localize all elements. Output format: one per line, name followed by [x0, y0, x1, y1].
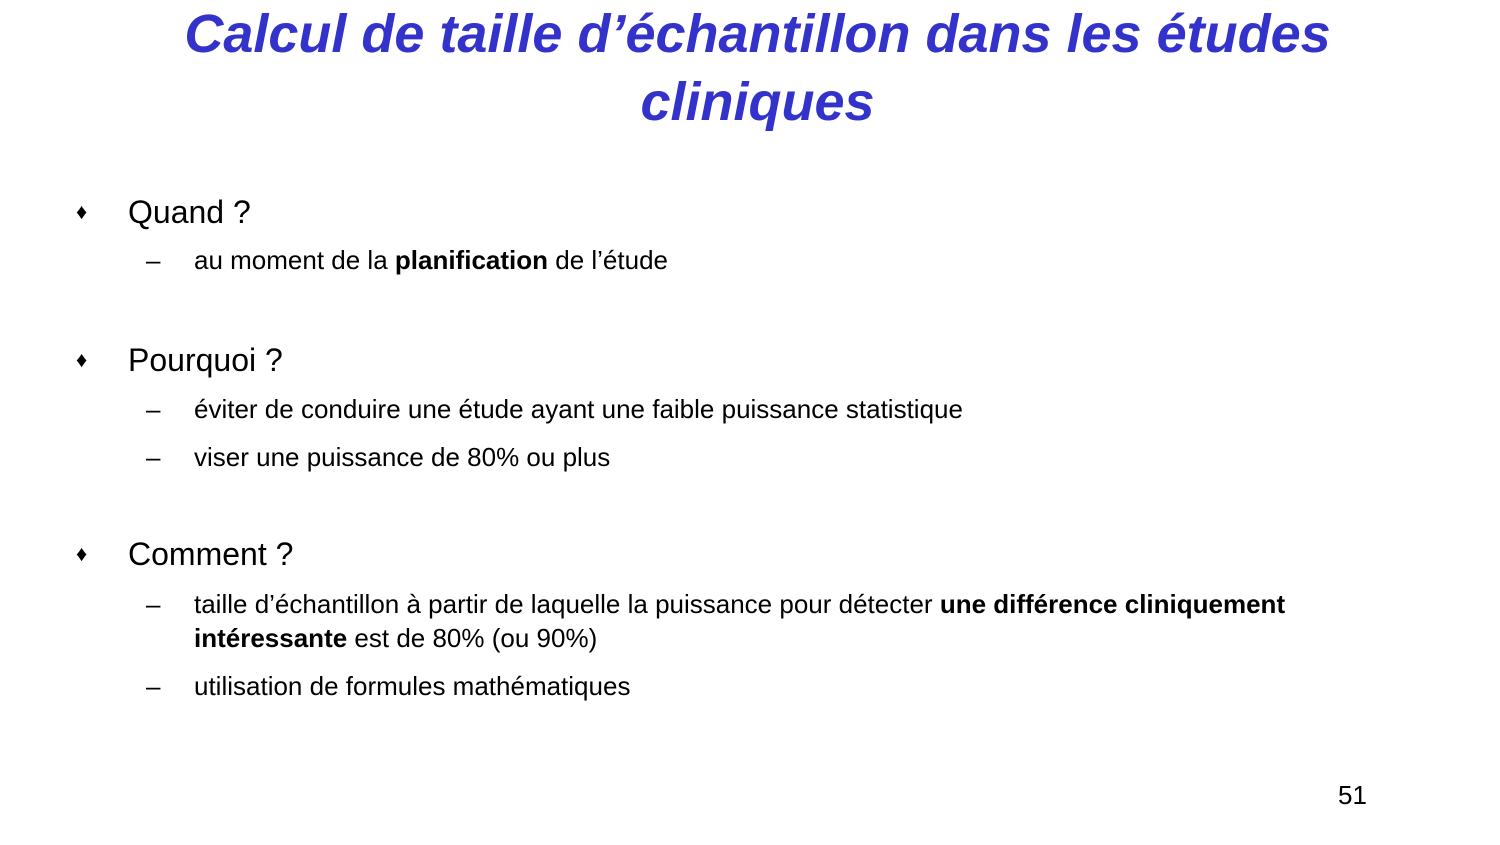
bullet-heading: Quand ?: [128, 194, 251, 230]
bullet-heading: Comment ?: [128, 536, 294, 572]
dash-bullet-icon: –: [146, 442, 161, 472]
sub-item-text: au moment de la planification de l’étude: [194, 245, 668, 275]
slide-title: Calcul de taille d’échantillon dans les études cliniques: [184, 4, 1331, 132]
diamond-bullet-icon: ♦: [76, 199, 88, 224]
bullet-heading: Pourquoi ?: [128, 342, 283, 378]
dash-bullet-icon: –: [146, 245, 161, 275]
sub-item-text: éviter de conduire une étude ayant une faible puissance statistique: [194, 394, 963, 424]
dash-bullet-icon: –: [146, 671, 161, 701]
sub-item-text: utilisation de formules mathématiques: [194, 671, 631, 701]
diamond-bullet-icon: ♦: [76, 541, 88, 566]
dash-bullet-icon: –: [146, 394, 161, 424]
page-number: 51: [1338, 780, 1367, 810]
diamond-bullet-icon: ♦: [76, 347, 88, 372]
sub-item-text: taille d’échantillon à partir de laquelle la puissance pour détecter une différence cliniquement intéressante est de 80% (ou 90%): [194, 589, 1286, 653]
sub-item-text: viser une puissance de 80% ou plus: [194, 442, 611, 472]
emphasis-text: une différence cliniquement intéressante: [194, 589, 1286, 653]
emphasis-text: planification: [394, 245, 549, 275]
dash-bullet-icon: –: [146, 589, 161, 619]
